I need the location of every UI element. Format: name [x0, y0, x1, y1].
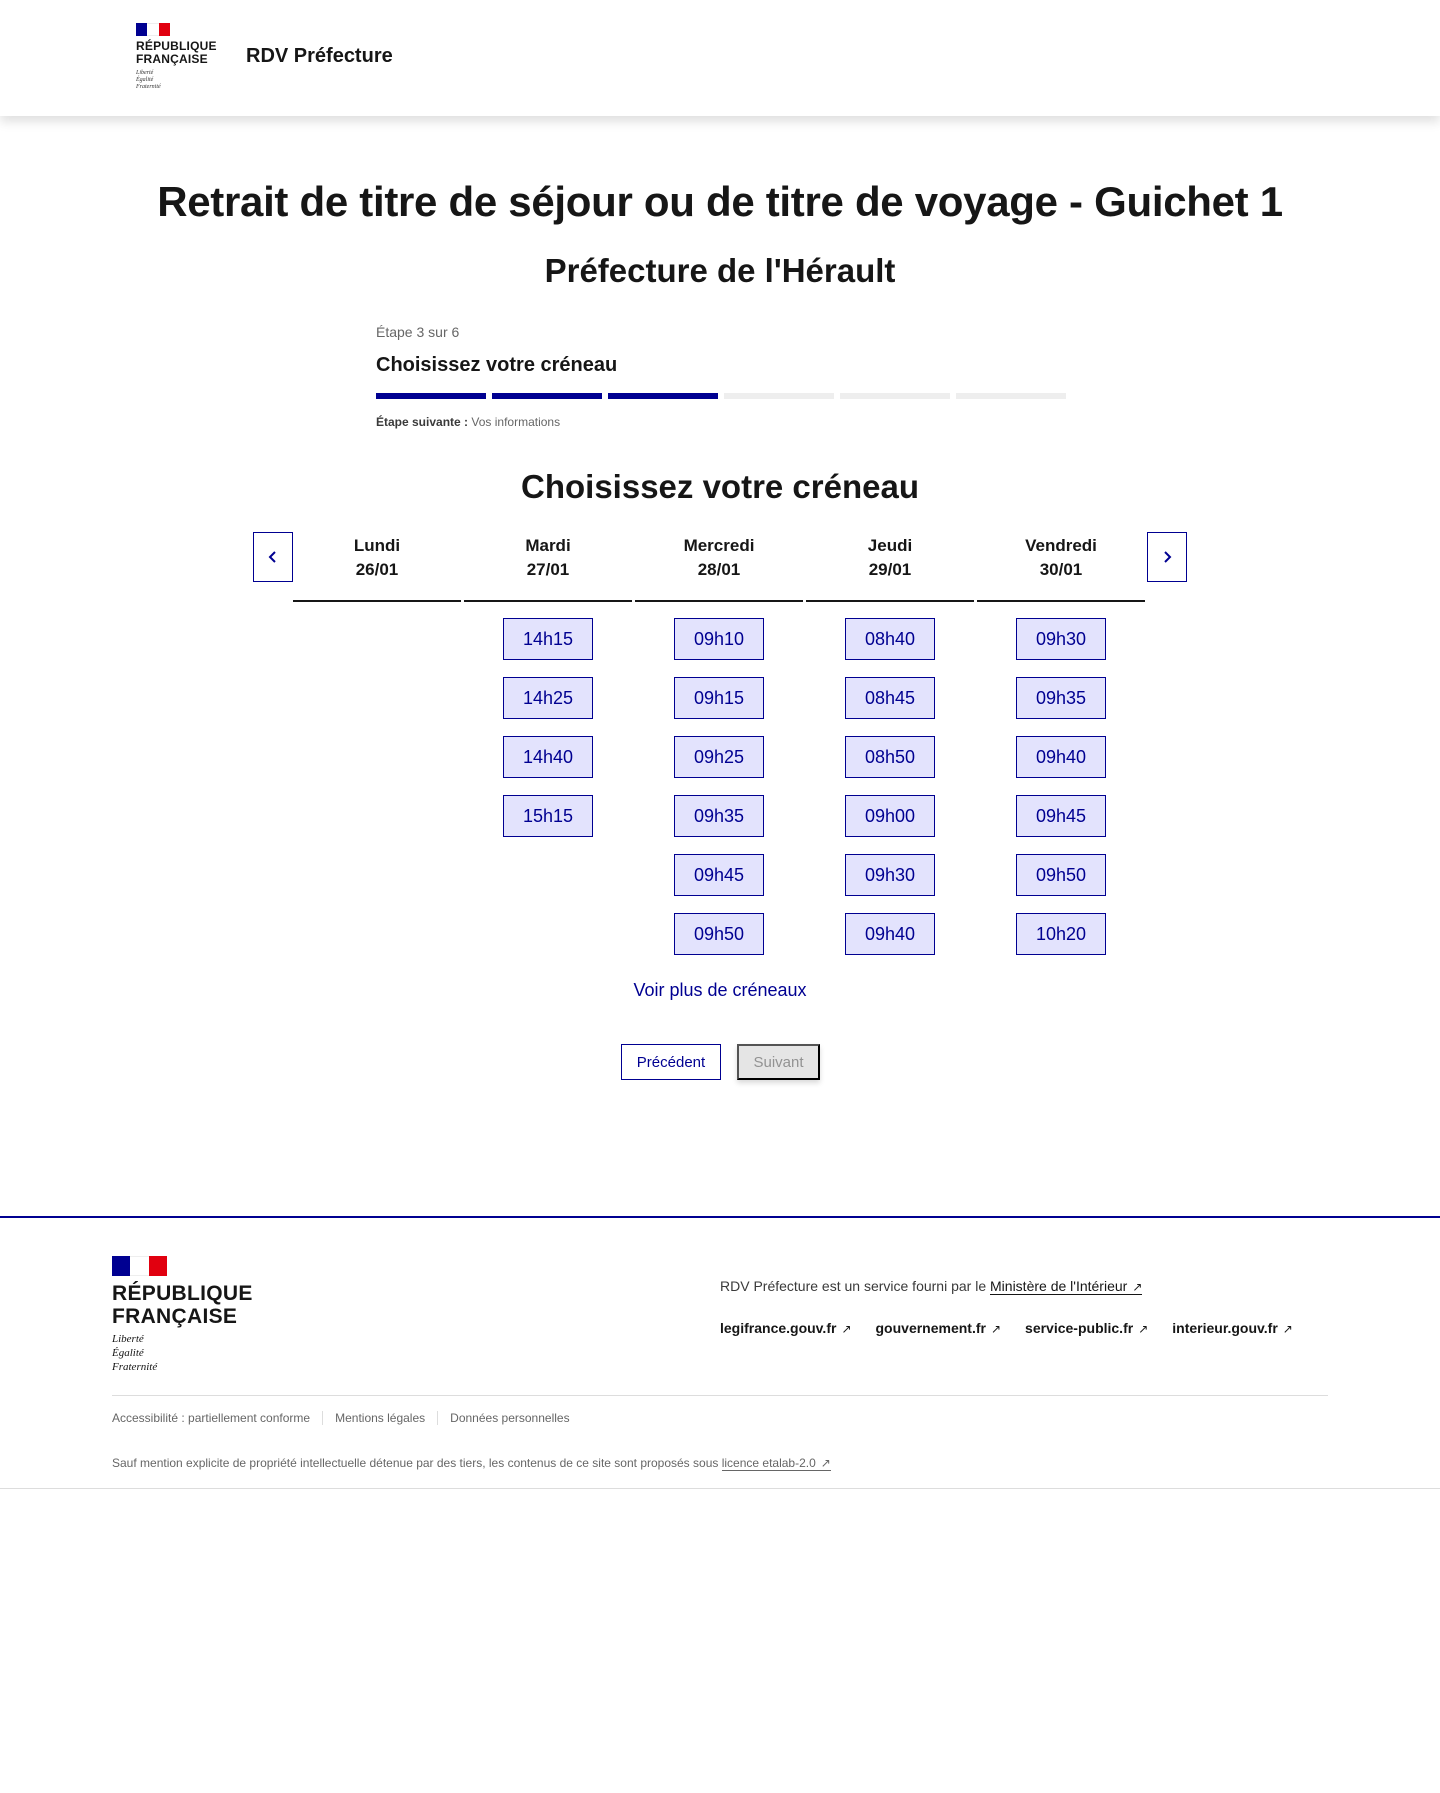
day-header [464, 532, 632, 602]
time-slot-button[interactable]: 15h15 [503, 795, 593, 837]
chevron-left-icon [267, 550, 279, 564]
day-column [806, 532, 974, 955]
footer-link[interactable]: interieur.gouv.fr ↗ [1172, 1320, 1293, 1336]
time-slot-button[interactable]: 09h15 [674, 677, 764, 719]
footer-bottom-links [112, 1411, 582, 1425]
day-name: Jeudi [867, 536, 913, 555]
stepper [376, 324, 1066, 429]
time-slot-button[interactable]: 14h25 [503, 677, 593, 719]
republique-francaise-logo[interactable] [136, 23, 217, 91]
previous-week-button[interactable] [253, 532, 293, 582]
footer-description: RDV Préfecture est un service fourni par le Ministère de l'Intérieur ↗ [720, 1278, 1143, 1294]
day-name: Mardi [525, 536, 571, 555]
time-slot-button[interactable]: 09h40 [845, 913, 935, 955]
day-column [635, 532, 803, 955]
external-link-icon: ↗ [1132, 1280, 1143, 1294]
previous-button[interactable]: Précédent [621, 1044, 721, 1080]
footer-links [720, 1320, 1293, 1336]
day-column [293, 532, 461, 955]
time-slot-button[interactable]: 09h45 [674, 854, 764, 896]
chevron-right-icon [1161, 550, 1173, 564]
footer-divider [112, 1395, 1328, 1396]
day-column [977, 532, 1145, 955]
day-name: Vendredi [1025, 536, 1097, 555]
footer-bottom-link[interactable]: Données personnelles [437, 1411, 581, 1425]
french-flag-icon [112, 1256, 167, 1276]
time-slot-button[interactable]: 09h00 [845, 795, 935, 837]
site-header [0, 0, 1440, 116]
external-link-icon: ↗ [990, 1322, 1002, 1336]
page-title: Retrait de titre de séjour ou de titre de voyage - Guichet 1 [157, 178, 1283, 225]
day-date: 26/01 [355, 560, 399, 579]
day-name: Lundi [353, 536, 401, 555]
french-flag-icon [136, 23, 170, 36]
time-slot-button[interactable]: 09h50 [1016, 854, 1106, 896]
time-slot-button[interactable]: 09h35 [674, 795, 764, 837]
day-date: 27/01 [526, 560, 570, 579]
next-week-button[interactable] [1147, 532, 1187, 582]
time-slot-button[interactable]: 09h30 [845, 854, 935, 896]
license-link[interactable]: licence etalab-2.0 ↗ [721, 1456, 831, 1470]
stepper-segment [956, 393, 1066, 399]
stepper-title: Choisissez votre créneau [376, 354, 618, 376]
time-slot-button[interactable]: 09h50 [674, 913, 764, 955]
stepper-state: Étape 3 sur 6 [376, 324, 460, 340]
day-column [464, 532, 632, 955]
footer-bottom-link[interactable]: Mentions légales [322, 1411, 437, 1425]
footer-bottom-divider [0, 1488, 1440, 1489]
time-slot-button[interactable]: 09h40 [1016, 736, 1106, 778]
day-header [806, 532, 974, 602]
footer-bottom-link[interactable]: Accessibilité : partiellement conforme [112, 1411, 311, 1425]
day-date: 28/01 [697, 560, 741, 579]
day-name: Mercredi [683, 536, 755, 555]
footer-license: Sauf mention explicite de propriété intellectuelle détenue par des tiers, les contenus de ce site sont proposés sous licence etalab-2.0 ↗ [112, 1456, 831, 1470]
stepper-segment [724, 393, 834, 399]
time-slot-button[interactable]: 14h40 [503, 736, 593, 778]
stepper-segment [376, 393, 486, 399]
day-header [977, 532, 1145, 602]
logo-motto: Liberté Égalité Fraternité [136, 70, 161, 90]
slot-section-title: Choisissez votre créneau [521, 468, 919, 505]
more-slots-link[interactable]: Voir plus de créneaux [633, 980, 807, 1000]
footer-link[interactable]: gouvernement.fr ↗ [875, 1320, 1002, 1336]
time-slot-button[interactable]: 09h45 [1016, 795, 1106, 837]
service-name[interactable]: RDV Préfecture [246, 45, 393, 67]
time-slot-button[interactable]: 08h45 [845, 677, 935, 719]
stepper-segment [840, 393, 950, 399]
footer-link[interactable]: legifrance.gouv.fr ↗ [720, 1320, 852, 1336]
time-slot-button[interactable]: 08h50 [845, 736, 935, 778]
external-link-icon: ↗ [820, 1456, 831, 1470]
ministere-link[interactable]: Ministère de l'Intérieur ↗ [990, 1278, 1143, 1294]
stepper-next: Étape suivante : Vos informations [376, 415, 561, 429]
next-button[interactable]: Suivant [737, 1044, 820, 1080]
page-subtitle: Préfecture de l'Hérault [544, 252, 896, 289]
time-slot-button[interactable]: 09h10 [674, 618, 764, 660]
day-header [293, 532, 461, 602]
site-footer [0, 1216, 1440, 1488]
time-slot-button[interactable]: 14h15 [503, 618, 593, 660]
stepper-segment [608, 393, 718, 399]
calendar-days [293, 532, 1147, 955]
time-slot-button[interactable]: 09h30 [1016, 618, 1106, 660]
day-date: 29/01 [868, 560, 912, 579]
stepper-progress [376, 393, 1066, 399]
external-link-icon: ↗ [1138, 1322, 1149, 1336]
logo-text: RÉPUBLIQUE FRANÇAISE [136, 39, 217, 66]
stepper-segment [492, 393, 602, 399]
time-slot-button[interactable]: 10h20 [1016, 913, 1106, 955]
footer-logo[interactable]: RÉPUBLIQUE FRANÇAISE Liberté Égalité Fraternité [112, 1256, 253, 1374]
external-link-icon: ↗ [1282, 1322, 1293, 1336]
footer-link[interactable]: service-public.fr ↗ [1025, 1320, 1149, 1336]
day-date: 30/01 [1039, 560, 1083, 579]
external-link-icon: ↗ [841, 1322, 852, 1336]
day-header [635, 532, 803, 602]
time-slot-button[interactable]: 09h25 [674, 736, 764, 778]
time-slot-button[interactable]: 09h35 [1016, 677, 1106, 719]
time-slot-button[interactable]: 08h40 [845, 618, 935, 660]
